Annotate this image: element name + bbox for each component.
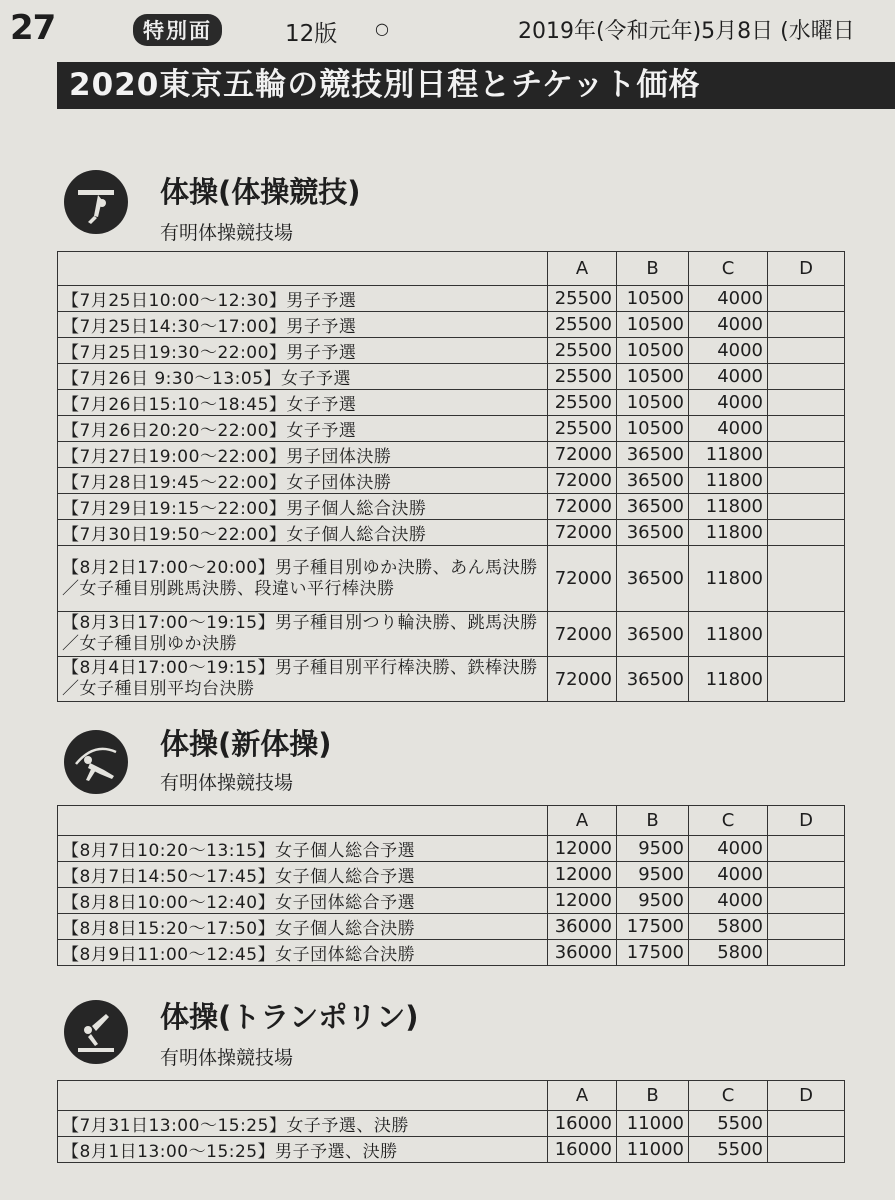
circle-mark: ○ <box>375 19 389 38</box>
event-cell: 【7月31日13:00～15:25】女子予選、決勝 <box>58 1111 548 1137</box>
table-row <box>58 1111 845 1137</box>
price-b-cell: 9500 <box>617 862 689 888</box>
price-b-cell: 17500 <box>617 940 689 966</box>
price-b-cell: 10500 <box>617 286 689 312</box>
price-b-cell: 36500 <box>617 468 689 494</box>
price-d-cell <box>768 442 845 468</box>
price-b-cell: 10500 <box>617 312 689 338</box>
price-d-cell <box>768 520 845 546</box>
event-cell: 【7月29日19:15～22:00】男子個人総合決勝 <box>58 494 548 520</box>
table-row <box>58 416 845 442</box>
price-d-cell <box>768 390 845 416</box>
trampoline-icon <box>64 1000 128 1064</box>
event-cell: 【8月9日11:00～12:45】女子団体総合決勝 <box>58 940 548 966</box>
price-b-cell: 36500 <box>617 520 689 546</box>
event-cell: 【7月30日19:50～22:00】女子個人総合決勝 <box>58 520 548 546</box>
price-a-cell: 16000 <box>548 1111 617 1137</box>
price-c-cell: 11800 <box>689 546 768 612</box>
event-cell: 【7月27日19:00～22:00】男子団体決勝 <box>58 442 548 468</box>
price-c-cell: 4000 <box>689 286 768 312</box>
price-c-cell: 11800 <box>689 442 768 468</box>
event-cell: 【7月25日10:00～12:30】男子予選 <box>58 286 548 312</box>
event-cell: 【8月7日14:50～17:45】女子個人総合予選 <box>58 862 548 888</box>
event-cell: 【8月8日10:00～12:40】女子団体総合予選 <box>58 888 548 914</box>
price-d-cell <box>768 862 845 888</box>
price-d-cell <box>768 1111 845 1137</box>
price-c-cell: 4000 <box>689 338 768 364</box>
column-header-d: D <box>768 252 845 286</box>
price-c-cell: 4000 <box>689 836 768 862</box>
price-c-cell: 11800 <box>689 612 768 657</box>
price-c-cell: 4000 <box>689 390 768 416</box>
price-b-cell: 10500 <box>617 416 689 442</box>
table-row <box>58 612 845 657</box>
event-cell: 【8月7日10:20～13:15】女子個人総合予選 <box>58 836 548 862</box>
table-row <box>58 312 845 338</box>
event-cell: 【8月1日13:00～15:25】男子予選、決勝 <box>58 1137 548 1163</box>
price-a-cell: 72000 <box>548 520 617 546</box>
venue-name: 有明体操競技場 <box>160 772 294 794</box>
event-cell: 【7月25日14:30～17:00】男子予選 <box>58 312 548 338</box>
price-a-cell: 25500 <box>548 390 617 416</box>
price-d-cell <box>768 888 845 914</box>
table-row <box>58 520 845 546</box>
price-a-cell: 72000 <box>548 468 617 494</box>
table-row <box>58 286 845 312</box>
price-c-cell: 4000 <box>689 862 768 888</box>
table-header-row <box>58 806 845 836</box>
price-b-cell: 10500 <box>617 364 689 390</box>
column-header-c: C <box>689 806 768 836</box>
price-a-cell: 12000 <box>548 888 617 914</box>
price-c-cell: 11800 <box>689 494 768 520</box>
column-header-c: C <box>689 252 768 286</box>
ticket-table <box>57 251 845 702</box>
price-d-cell <box>768 364 845 390</box>
price-d-cell <box>768 546 845 612</box>
price-c-cell: 5500 <box>689 1137 768 1163</box>
venue-name: 有明体操競技場 <box>160 1047 294 1069</box>
price-c-cell: 11800 <box>689 657 768 702</box>
price-b-cell: 36500 <box>617 494 689 520</box>
price-a-cell: 72000 <box>548 442 617 468</box>
rhythmic-gymnastics-icon <box>64 730 128 794</box>
column-header-b: B <box>617 1081 689 1111</box>
price-a-cell: 25500 <box>548 364 617 390</box>
column-header-b: B <box>617 806 689 836</box>
column-header-b: B <box>617 252 689 286</box>
issue-date: 2019年(令和元年)5月8日 (水曜日 <box>518 19 855 44</box>
price-d-cell <box>768 494 845 520</box>
price-b-cell: 36500 <box>617 546 689 612</box>
price-b-cell: 9500 <box>617 888 689 914</box>
event-cell: 【7月28日19:45～22:00】女子団体決勝 <box>58 468 548 494</box>
price-b-cell: 10500 <box>617 390 689 416</box>
sport-name: 体操(体操競技) <box>160 175 361 209</box>
table-row <box>58 657 845 702</box>
price-b-cell: 17500 <box>617 914 689 940</box>
event-cell: 【7月26日 9:30～13:05】女子予選 <box>58 364 548 390</box>
ticket-table <box>57 1080 845 1163</box>
page-header <box>0 0 895 58</box>
price-c-cell: 5800 <box>689 914 768 940</box>
price-a-cell: 72000 <box>548 546 617 612</box>
price-d-cell <box>768 468 845 494</box>
table-row <box>58 468 845 494</box>
price-a-cell: 36000 <box>548 914 617 940</box>
table-row <box>58 390 845 416</box>
table-row <box>58 914 845 940</box>
event-cell: 【8月4日17:00～19:15】男子種目別平行棒決勝、鉄棒決勝／女子種目別平均台決勝 <box>58 657 548 702</box>
table-row <box>58 836 845 862</box>
table-row <box>58 862 845 888</box>
event-cell: 【8月8日15:20～17:50】女子個人総合決勝 <box>58 914 548 940</box>
price-b-cell: 11000 <box>617 1137 689 1163</box>
price-a-cell: 25500 <box>548 416 617 442</box>
table-row <box>58 338 845 364</box>
price-c-cell: 11800 <box>689 468 768 494</box>
column-header-event <box>58 252 548 286</box>
event-cell: 【8月2日17:00～20:00】男子種目別ゆか決勝、あん馬決勝／女子種目別跳馬決勝、段違い平行棒決勝 <box>58 546 548 612</box>
price-d-cell <box>768 657 845 702</box>
event-cell: 【7月26日20:20～22:00】女子予選 <box>58 416 548 442</box>
price-d-cell <box>768 940 845 966</box>
sport-name: 体操(トランポリン) <box>160 1000 419 1034</box>
price-a-cell: 36000 <box>548 940 617 966</box>
table-row <box>58 364 845 390</box>
price-a-cell: 12000 <box>548 862 617 888</box>
price-d-cell <box>768 416 845 442</box>
price-c-cell: 4000 <box>689 312 768 338</box>
artistic-gymnastics-icon <box>64 170 128 234</box>
column-header-d: D <box>768 806 845 836</box>
price-c-cell: 4000 <box>689 416 768 442</box>
price-d-cell <box>768 1137 845 1163</box>
event-cell: 【8月3日17:00～19:15】男子種目別つり輪決勝、跳馬決勝／女子種目別ゆか決勝 <box>58 612 548 657</box>
column-header-c: C <box>689 1081 768 1111</box>
edition-badge: 特別面 <box>133 14 222 46</box>
column-header-a: A <box>548 252 617 286</box>
table-row <box>58 1137 845 1163</box>
price-a-cell: 72000 <box>548 494 617 520</box>
table-row <box>58 442 845 468</box>
event-cell: 【7月25日19:30～22:00】男子予選 <box>58 338 548 364</box>
price-c-cell: 4000 <box>689 364 768 390</box>
price-a-cell: 25500 <box>548 312 617 338</box>
price-c-cell: 5800 <box>689 940 768 966</box>
sport-name: 体操(新体操) <box>160 727 332 761</box>
edition-label: 12版 <box>285 21 338 47</box>
price-b-cell: 9500 <box>617 836 689 862</box>
price-d-cell <box>768 312 845 338</box>
table-row <box>58 940 845 966</box>
price-d-cell <box>768 612 845 657</box>
event-cell: 【7月26日15:10～18:45】女子予選 <box>58 390 548 416</box>
price-a-cell: 12000 <box>548 836 617 862</box>
venue-name: 有明体操競技場 <box>160 222 294 244</box>
column-header-d: D <box>768 1081 845 1111</box>
price-d-cell <box>768 914 845 940</box>
column-header-event <box>58 806 548 836</box>
price-b-cell: 10500 <box>617 338 689 364</box>
table-row <box>58 546 845 612</box>
price-b-cell: 36500 <box>617 657 689 702</box>
table-row <box>58 494 845 520</box>
price-c-cell: 5500 <box>689 1111 768 1137</box>
price-b-cell: 11000 <box>617 1111 689 1137</box>
page-title: 2020東京五輪の競技別日程とチケット価格 <box>57 62 895 109</box>
table-header-row <box>58 252 845 286</box>
column-header-event <box>58 1081 548 1111</box>
price-d-cell <box>768 338 845 364</box>
price-d-cell <box>768 836 845 862</box>
price-a-cell: 72000 <box>548 657 617 702</box>
price-a-cell: 72000 <box>548 612 617 657</box>
price-d-cell <box>768 286 845 312</box>
price-b-cell: 36500 <box>617 612 689 657</box>
column-header-a: A <box>548 806 617 836</box>
price-a-cell: 16000 <box>548 1137 617 1163</box>
ticket-table <box>57 805 845 966</box>
price-b-cell: 36500 <box>617 442 689 468</box>
price-c-cell: 4000 <box>689 888 768 914</box>
price-c-cell: 11800 <box>689 520 768 546</box>
price-a-cell: 25500 <box>548 338 617 364</box>
price-a-cell: 25500 <box>548 286 617 312</box>
column-header-a: A <box>548 1081 617 1111</box>
table-header-row <box>58 1081 845 1111</box>
table-row <box>58 888 845 914</box>
page-number: 27 <box>10 8 56 48</box>
